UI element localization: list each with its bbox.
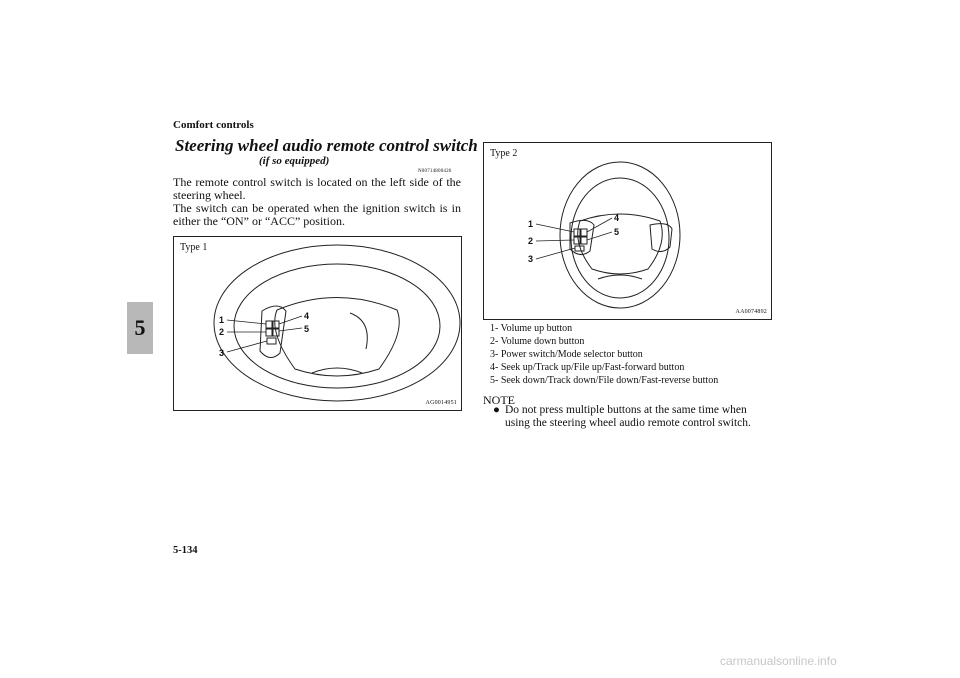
wheel-rim-inner [234,264,440,388]
callout-2: 2 [219,327,225,337]
bullet-icon: ● [493,404,500,416]
switch-button [267,338,276,344]
callout-2: 2 [528,236,534,246]
body-text [173,176,461,228]
section-title: Steering wheel audio remote control switch [175,136,478,155]
section-subtitle: (if so equipped) [259,155,330,167]
steering-wheel-illustration [174,237,463,412]
lower-spoke [598,275,642,279]
watermark: carmanualsonline.info [720,654,837,668]
switch-button [266,329,272,336]
running-header: Comfort controls [173,119,254,131]
switch-button [266,321,272,328]
callout-line [536,240,574,241]
legend-item: 2- Volume down button [490,336,585,347]
switch-button [273,321,279,328]
callout-line [587,218,612,232]
wheel-rim-inner [571,178,669,298]
section-code: N00714800426 [418,169,452,174]
switch-button [581,229,587,236]
lower-spoke [312,368,362,373]
note-item [493,404,773,430]
callout-5: 5 [304,324,310,334]
callout-line [536,224,574,232]
note-text: Do not press multiple buttons at the same time when using the steering wheel audio remote control switch. [505,404,751,429]
switch-button [574,229,580,236]
callout-line [536,248,575,259]
callout-line [587,232,612,240]
callout-line [227,341,267,352]
wheel-hub [275,298,400,377]
callout-line [279,328,302,331]
callout-1: 1 [528,219,534,229]
switch-button [581,237,587,244]
figure-code: AG0014951 [425,400,457,406]
wheel-rim-outer [214,245,460,401]
figure-label: Type 2 [490,148,518,159]
callout-1: 1 [219,315,225,325]
paragraph: The switch can be operated when the ignition switch is in either the “ON” or “ACC” position. [173,201,461,228]
right-spoke [350,313,367,349]
paragraph: The remote control switch is located on the left side of the steering wheel. [173,175,461,202]
callout-line [279,316,302,324]
figure-type-2 [483,142,772,320]
chapter-tab: 5 [127,302,153,354]
legend-item: 5- Seek down/Track down/File down/Fast-reverse button [490,375,719,386]
note-heading: NOTE [483,393,515,407]
callout-3: 3 [219,348,225,358]
steering-wheel-illustration [484,143,773,321]
legend-item: 3- Power switch/Mode selector button [490,349,643,360]
figure-label: Type 1 [180,242,208,253]
figure-code: AA0074892 [735,309,767,315]
legend-item: 1- Volume up button [490,323,573,334]
page-number: 5-134 [173,545,198,556]
callout-legend [490,322,718,387]
legend-item: 4- Seek up/Track up/File up/Fast-forward button [490,362,685,373]
figure-type-1 [173,236,462,411]
callout-3: 3 [528,254,534,264]
callout-5: 5 [614,227,620,237]
callout-4: 4 [614,213,620,223]
wheel-hub [578,214,663,274]
callout-4: 4 [304,311,310,321]
callout-line [227,320,266,324]
